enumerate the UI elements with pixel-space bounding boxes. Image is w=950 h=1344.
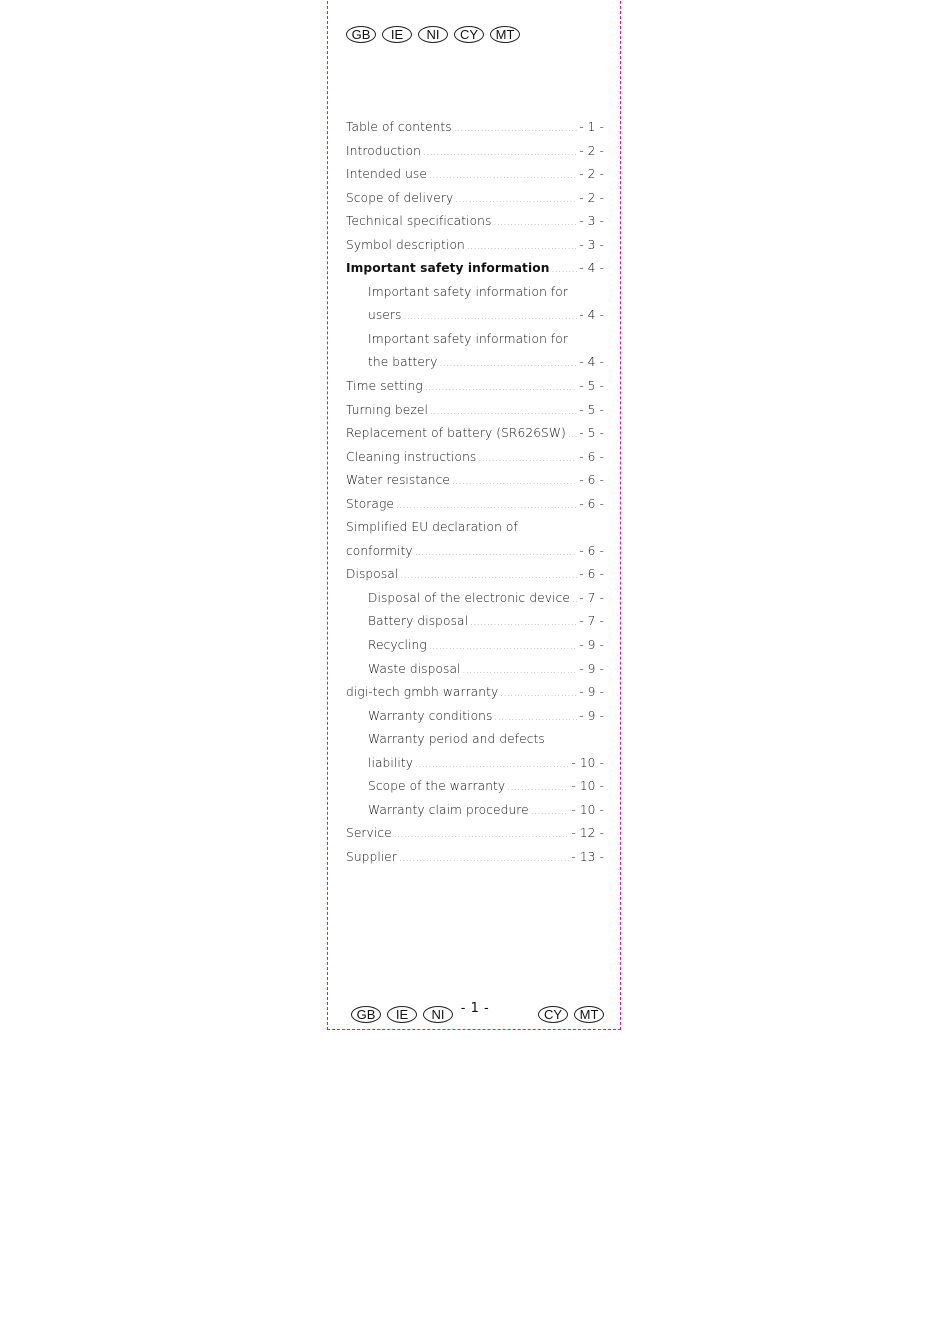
toc-entry-title: Service <box>346 826 392 841</box>
toc-entry-page: - 9 - <box>579 661 604 676</box>
toc-entry-title: Simplified EU declaration of <box>346 520 518 535</box>
toc-entry-page: - 10 - <box>571 755 604 770</box>
toc-entry-page: - 3 - <box>579 214 604 229</box>
toc-entry <box>346 355 604 379</box>
toc-entry <box>346 638 604 662</box>
toc-entry <box>346 214 604 238</box>
toc-leader-dots <box>552 265 578 275</box>
toc-leader-dots <box>493 218 577 228</box>
toc-entry-page: - 7 - <box>579 614 604 629</box>
toc-entry-title: Recycling <box>368 638 427 653</box>
toc-entry <box>346 826 604 850</box>
country-badge-gb: GB <box>351 1006 381 1023</box>
toc-entry-title: Important safety information for <box>368 284 568 299</box>
toc-entry-page: - 2 - <box>579 143 604 158</box>
toc-entry-title: Battery disposal <box>368 614 469 629</box>
toc-leader-dots <box>494 713 577 723</box>
toc-entry <box>346 850 604 874</box>
toc-entry-title: digi-tech gmbh warranty <box>346 685 499 700</box>
toc-entry-page: - 6 - <box>579 449 604 464</box>
country-badge-ie: IE <box>387 1006 417 1023</box>
toc-entry-page: - 9 - <box>579 638 604 653</box>
toc-entry <box>346 238 604 262</box>
toc-entry-title: Scope of the warranty <box>368 779 506 794</box>
toc-entry <box>346 426 604 450</box>
country-badges-bottom-right <box>538 1006 604 1023</box>
toc-leader-dots <box>423 148 577 158</box>
toc-entry-title: liability <box>368 755 414 770</box>
toc-leader-dots <box>399 854 569 864</box>
toc-entry <box>346 662 604 686</box>
toc-entry <box>346 144 604 168</box>
toc-entry-page: - 6 - <box>579 543 604 558</box>
toc-leader-dots <box>568 430 577 440</box>
toc-entry-page: - 9 - <box>579 708 604 723</box>
toc-entry-page: - 4 - <box>579 261 604 276</box>
toc-entry <box>346 709 604 733</box>
toc-entry <box>346 285 604 309</box>
toc-leader-dots <box>394 830 570 840</box>
toc-leader-dots <box>452 477 577 487</box>
toc-entry <box>346 567 604 591</box>
toc-entry <box>346 450 604 474</box>
toc-entry <box>346 544 604 568</box>
toc-entry <box>346 332 604 356</box>
toc-entry-title: Storage <box>346 496 394 511</box>
country-badges-top <box>346 26 520 43</box>
toc-leader-dots <box>455 195 577 205</box>
toc-entry-page: - 6 - <box>579 473 604 488</box>
toc-leader-dots <box>396 501 577 511</box>
toc-entry-page: - 3 - <box>579 237 604 252</box>
country-badge-gb: GB <box>346 26 376 43</box>
toc-entry <box>346 803 604 827</box>
page-number: - 1 - <box>460 1001 490 1016</box>
toc-leader-dots <box>415 760 569 770</box>
toc-leader-dots <box>400 571 577 581</box>
toc-entry <box>346 520 604 544</box>
toc-entry-title: Important safety information for <box>368 331 568 346</box>
toc-leader-dots <box>470 618 577 628</box>
toc-leader-dots <box>572 595 577 605</box>
toc-entry-page: - 6 - <box>579 567 604 582</box>
toc-entry-title: Warranty conditions <box>368 708 493 723</box>
toc-entry-page: - 6 - <box>579 496 604 511</box>
toc-entry-title: Supplier <box>346 849 398 864</box>
toc-entry-title: Warranty claim procedure <box>368 802 529 817</box>
toc-entry <box>346 779 604 803</box>
toc-entry-page: - 10 - <box>571 779 604 794</box>
toc-entry-title: Replacement of battery (SR626SW) <box>346 426 566 441</box>
toc-entry-title: Disposal of the electronic device <box>368 590 570 605</box>
toc-entry-page: - 2 - <box>579 167 604 182</box>
toc-entry-page: - 9 - <box>579 685 604 700</box>
country-badge-ni: NI <box>418 26 448 43</box>
toc-entry-page: - 4 - <box>579 355 604 370</box>
toc-entry-title: the battery <box>368 355 438 370</box>
toc-entry-page: - 12 - <box>571 826 604 841</box>
toc-entry <box>346 591 604 615</box>
toc-leader-dots <box>430 407 577 417</box>
toc-entry-title: Waste disposal <box>368 661 461 676</box>
country-badges-bottom-left <box>351 1006 453 1023</box>
toc-entry-title: Time setting <box>346 379 423 394</box>
toc-entry <box>346 167 604 191</box>
country-badge-cy: CY <box>538 1006 568 1023</box>
toc-entry <box>346 497 604 521</box>
toc-entry-page: - 13 - <box>571 849 604 864</box>
toc-leader-dots <box>403 312 577 322</box>
toc-leader-dots <box>425 383 577 393</box>
toc-entry <box>346 614 604 638</box>
toc-entry-title: Introduction <box>346 143 422 158</box>
toc-entry-title: Symbol description <box>346 237 465 252</box>
toc-entry <box>346 120 604 144</box>
toc-entry <box>346 685 604 709</box>
toc-entry-page: - 1 - <box>579 120 604 134</box>
toc-leader-dots <box>463 666 578 676</box>
toc-entry-page: - 10 - <box>571 802 604 817</box>
toc-entry-title: Important safety information <box>346 261 550 276</box>
toc-entry-page: - 2 - <box>579 190 604 205</box>
toc-entry <box>346 732 604 756</box>
toc-leader-dots <box>429 642 577 652</box>
toc-leader-dots <box>439 359 577 369</box>
toc-entry-title: Cleaning instructions <box>346 449 477 464</box>
toc-entry-page: - 7 - <box>579 590 604 605</box>
country-badge-ni: NI <box>423 1006 453 1023</box>
toc-entry-title: conformity <box>346 543 413 558</box>
toc-leader-dots <box>467 242 577 252</box>
toc-entry-title: Technical specifications <box>346 214 492 229</box>
toc-entry <box>346 403 604 427</box>
toc-entry-page: - 4 - <box>579 308 604 323</box>
table-of-contents <box>346 120 604 874</box>
toc-leader-dots <box>454 124 577 134</box>
toc-entry <box>346 308 604 332</box>
toc-entry-title: Turning bezel <box>346 402 428 417</box>
toc-entry <box>346 379 604 403</box>
country-badge-mt: MT <box>490 26 520 43</box>
toc-leader-dots <box>478 454 577 464</box>
toc-leader-dots <box>507 783 569 793</box>
toc-entry <box>346 756 604 780</box>
toc-entry-title: Disposal <box>346 567 399 582</box>
toc-leader-dots <box>429 171 577 181</box>
toc-entry-title: Water resistance <box>346 473 450 488</box>
toc-entry <box>346 473 604 497</box>
toc-leader-dots <box>500 689 577 699</box>
toc-leader-dots <box>415 548 578 558</box>
toc-entry-title: users <box>368 308 402 323</box>
toc-entry-page: - 5 - <box>579 402 604 417</box>
toc-entry-title: Intended use <box>346 167 427 182</box>
toc-entry-title: Table of contents <box>346 120 452 134</box>
country-badge-cy: CY <box>454 26 484 43</box>
toc-leader-dots <box>531 807 570 817</box>
country-badge-ie: IE <box>382 26 412 43</box>
toc-entry-title: Warranty period and defects <box>368 732 545 747</box>
toc-entry <box>346 261 604 285</box>
toc-entry <box>346 191 604 215</box>
toc-entry-page: - 5 - <box>579 426 604 441</box>
country-badge-mt: MT <box>574 1006 604 1023</box>
toc-entry-page: - 5 - <box>579 379 604 394</box>
toc-entry-title: Scope of delivery <box>346 190 454 205</box>
